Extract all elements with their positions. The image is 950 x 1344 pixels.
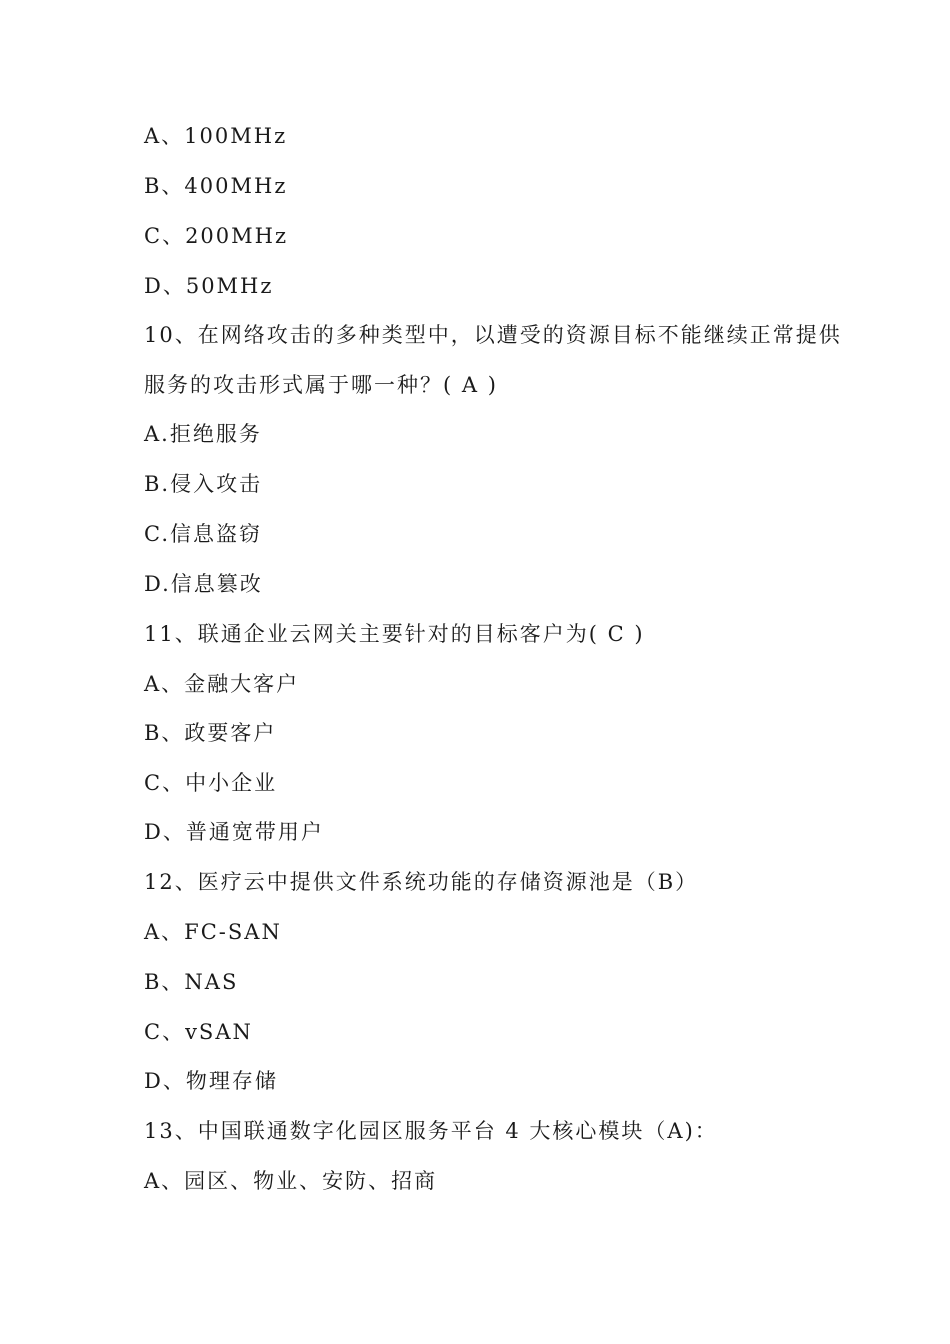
q9-option-c: C、200MHz [144,224,289,248]
q12-option-a: A、FC-SAN [144,920,282,944]
q11-option-a: A、金融大客户 [144,672,300,696]
q10-option-d: D.信息篡改 [144,572,263,596]
q10-question-line-2: 服务的攻击形式属于哪一种？( A ) [144,373,498,397]
q12-option-c: C、vSAN [144,1020,253,1044]
q9-option-b: B、400MHz [144,174,288,198]
q13-question: 13、中国联通数字化园区服务平台 4 大核心模块（A)： [144,1119,718,1143]
q11-question: 11、联通企业云网关主要针对的目标客户为( C ) [144,622,645,646]
q9-option-d: D、50MHz [144,274,274,298]
q12-option-b: B、NAS [144,970,239,994]
q10-option-b: B.侵入攻击 [144,472,263,496]
q13-option-a: A、园区、物业、安防、招商 [144,1169,438,1193]
q10-option-a: A.拒绝服务 [144,422,262,446]
q11-option-c: C、中小企业 [144,771,278,795]
q10-option-c: C.信息盗窃 [144,522,262,546]
q9-option-a: A、100MHz [144,124,288,148]
q11-option-d: D、普通宽带用户 [144,820,324,844]
q12-question: 12、医疗云中提供文件系统功能的存储资源池是（B） [144,870,699,894]
q12-option-d: D、物理存储 [144,1069,278,1093]
q10-question-line-1: 10、在网络攻击的多种类型中，以遭受的资源目标不能继续正常提供 [144,323,842,347]
q11-option-b: B、政要客户 [144,721,277,745]
